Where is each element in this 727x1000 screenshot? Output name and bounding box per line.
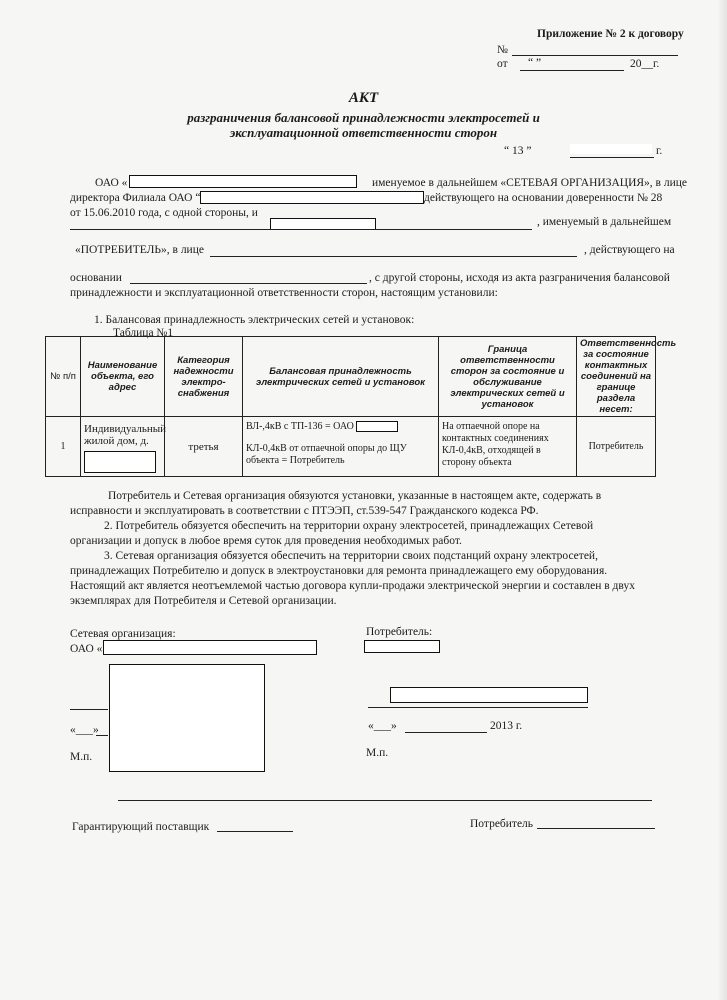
clause3-line3: Настоящий акт является неотъемлемой частью договора купли-продажи электрической энергии и составлен в двух <box>70 580 635 592</box>
table-header-balance: Балансовая принадлежность электрических сетей и установок <box>243 337 439 417</box>
right-date-b: 2013 г. <box>490 720 523 732</box>
scan-edge-shadow <box>717 0 727 1000</box>
table-cell-object <box>81 417 165 477</box>
act-date-redaction <box>570 144 652 154</box>
act-subtitle-line2: эксплуатационной ответственности сторон <box>229 125 498 140</box>
basis-field <box>130 283 367 284</box>
act-date-suffix: г. <box>656 145 663 157</box>
balance-line-a-text: ВЛ-,4кВ с ТП-136 = ОАО <box>246 421 354 432</box>
footer-divider <box>118 800 652 801</box>
table-header-boundary: Граница ответственности сторон за состояние и обслуживание электрических сетей и установок <box>439 337 577 417</box>
balance-line-b: КЛ-0,4кВ от отпаечной опоры до ЩУ объекта = Потребитель <box>246 443 407 466</box>
table-header-num: № п/п <box>46 337 81 417</box>
contract-date-field <box>520 70 624 71</box>
act-subtitle-line1: разграничения балансовой принадлежности электросетей и <box>187 110 540 125</box>
body-line5-b: , действующего на <box>584 244 675 256</box>
table-cell-balance <box>243 417 439 477</box>
right-date-a: «___» <box>368 720 397 732</box>
clause3-line4: экземплярах для Потребителя и Сетевой организации. <box>70 595 337 607</box>
table-row <box>46 417 656 477</box>
act-date-field <box>570 157 654 158</box>
body-line5-a: «ПОТРЕБИТЕЛЬ», в лице <box>75 244 204 256</box>
right-consumer-redaction <box>364 640 440 653</box>
body-line6-b: , с другой стороны, исходя из акта разграничения балансовой <box>369 272 670 284</box>
right-date-line <box>405 732 487 733</box>
representative-field <box>210 256 577 257</box>
left-signer-title: Сетевая организация: <box>70 628 176 640</box>
clause1-line2: исправности и эксплуатировать в соответствии с ПТЭЭП, ст.539-547 Гражданского кодекса РФ. <box>70 505 539 517</box>
act-title: АКТ <box>348 90 379 106</box>
body-line4: , именуемый в дальнейшем <box>537 216 672 228</box>
org-name-redaction <box>129 175 357 188</box>
table-header-row <box>46 337 656 417</box>
left-date: «___» <box>70 724 99 736</box>
clause3-line2: принадлежащих Потребителю и допуск в электроустановки для ремонта принадлежащего ему оборудования. <box>70 565 608 577</box>
footer-consumer: Потребитель <box>470 818 534 830</box>
table-cell-responsible: Потребитель <box>577 417 656 477</box>
contract-from-label: от <box>497 58 508 70</box>
left-org-redaction <box>103 640 317 655</box>
table-header-responsible: Ответственность за состояние контактных соединений на границе раздела несет: <box>577 337 656 417</box>
right-mp: М.п. <box>366 747 389 759</box>
left-signature-stamp-redaction <box>109 664 265 772</box>
clause2-line1: 2. Потребитель обязуется обеспечить на территории охрану электросетей, принадлежащих Сетевой <box>104 520 594 532</box>
contract-number-field <box>512 55 678 56</box>
contract-date-quote: “ ” <box>528 57 542 69</box>
balance-org-redaction <box>356 421 398 432</box>
table-header-object: Наименование объекта, его адрес <box>81 337 165 417</box>
clause1-line1: Потребитель и Сетевая организация обязуются установки, указанные в настоящем акте, содержать в <box>108 490 602 502</box>
clause2-line2: организации и допуск в любое время суток для проведения необходимых работ. <box>70 535 462 547</box>
left-signer-ooo: ОАО « <box>70 643 103 655</box>
body-line1-ooo: ОАО « <box>95 177 128 189</box>
table-label: Таблица №1 <box>113 327 174 339</box>
left-mp: М.п. <box>70 751 93 763</box>
consumer-name-field <box>70 229 532 230</box>
director-name-redaction <box>200 191 424 204</box>
right-signer-title: Потребитель: <box>366 626 433 638</box>
footer-consumer-line <box>537 828 655 829</box>
body-line7: принадлежности и эксплуатационной ответственности сторон, настоящим установили: <box>70 287 498 299</box>
table-cell-boundary: На отпаечной опоре на контактных соединениях КЛ-0,4кВ, отходящей в сторону объекта <box>439 417 577 477</box>
act-date-day: “ 13 ” <box>504 145 532 157</box>
body-line2-a: директора Филиала ОАО “ <box>70 192 201 204</box>
section1-item: 1. Балансовая принадлежность электрических сетей и установок: <box>94 314 415 326</box>
table-cell-category: третья <box>165 417 243 477</box>
table-cell-num: 1 <box>46 417 81 477</box>
body-line6-a: основании <box>70 272 122 284</box>
right-signature-line <box>368 707 588 708</box>
balance-line-a <box>246 421 435 433</box>
left-date-line <box>96 735 108 736</box>
clause3-line1: 3. Сетевая организация обязуется обеспечить на территории своих подстанций охрану электросетей, <box>104 550 598 562</box>
right-signature-redaction <box>390 687 588 703</box>
object-text: Индивидуальный жилой дом, д. <box>84 423 166 447</box>
left-signature-line <box>70 709 108 710</box>
footer-guarantor-line <box>217 831 293 832</box>
contract-year: 20__г. <box>630 58 660 70</box>
body-line2-b: действующего на основании доверенности № 28 <box>424 192 663 204</box>
body-line1-rest: именуемое в дальнейшем «СЕТЕВАЯ ОРГАНИЗАЦИЯ», в лице <box>372 177 688 189</box>
appendix-label: Приложение № 2 к договору <box>537 28 684 40</box>
object-address-redaction <box>84 451 156 473</box>
body-line3: от 15.06.2010 года, с одной стороны, и <box>70 207 258 219</box>
contract-number-label: № <box>497 44 508 56</box>
footer-guarantor: Гарантирующий поставщик <box>72 821 210 833</box>
table-header-category: Категория надежности электро-снабжения <box>165 337 243 417</box>
balance-table <box>45 336 677 477</box>
